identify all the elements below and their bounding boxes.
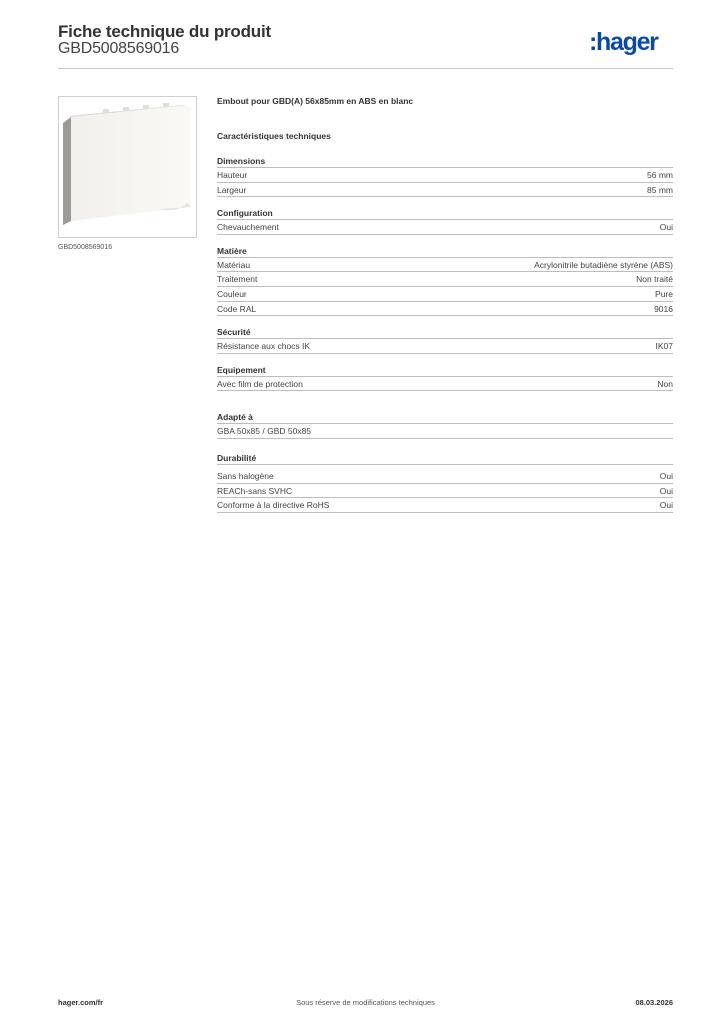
section-title: Equipement <box>217 363 673 377</box>
spec-row <box>217 287 673 302</box>
spec-value: 9016 <box>654 303 673 314</box>
spec-value: Oui <box>659 500 673 511</box>
spec-value: IK07 <box>655 341 673 352</box>
section-title: Configuration <box>217 206 673 220</box>
footer-date: 08.03.2026 <box>635 998 673 1007</box>
spec-value: Oui <box>659 470 673 481</box>
spec-row <box>217 339 673 354</box>
spec-row <box>217 272 673 287</box>
document-title: Fiche technique du produit <box>58 22 271 41</box>
header-divider <box>58 68 673 69</box>
spec-label: Largeur <box>217 184 247 195</box>
hager-logo-mark <box>589 28 673 58</box>
spec-label: Traitement <box>217 274 258 285</box>
spec-row <box>217 220 673 235</box>
spec-row <box>217 469 673 484</box>
section-title: Matière <box>217 244 673 258</box>
section-title: Durabilité <box>217 451 673 465</box>
section-material <box>217 244 673 316</box>
section-title: Dimensions <box>217 154 673 168</box>
spec-row <box>217 424 673 439</box>
section-equipment <box>217 363 673 392</box>
section-compatible-with <box>217 410 673 439</box>
footer-website-link[interactable]: hager.com/fr <box>58 998 104 1007</box>
spec-label: Avec film de protection <box>217 378 303 389</box>
product-description: Embout pour GBD(A) 56x85mm en ABS en blanc <box>217 96 414 106</box>
spec-row <box>217 377 673 392</box>
product-specifications <box>217 96 673 513</box>
spec-row <box>217 484 673 499</box>
section-title: Adapté à <box>217 410 673 424</box>
spec-value: Non <box>657 378 673 389</box>
product-reference: GBD5008569016 <box>58 40 180 57</box>
spec-row <box>217 183 673 198</box>
spec-label: Chevauchement <box>217 222 279 233</box>
spec-row <box>217 168 673 183</box>
spec-label: Code RAL <box>217 303 257 314</box>
spec-row <box>217 498 673 513</box>
spec-label: Sans halogène <box>217 470 274 481</box>
spec-label: Couleur <box>217 288 247 299</box>
spec-value: Acrylonitrile butadiène styrène (ABS) <box>534 259 673 270</box>
footer-disclaimer: Sous réserve de modifications techniques <box>296 998 435 1007</box>
tech-characteristics-heading: Caractéristiques techniques <box>217 131 331 141</box>
spec-value: 56 mm <box>647 170 673 180</box>
image-caption: GBD5008569016 <box>58 244 113 251</box>
spec-label: Hauteur <box>217 170 248 180</box>
page-header <box>58 20 673 70</box>
section-title: Sécurité <box>217 325 673 339</box>
spec-label: GBA 50x85 / GBD 50x85 <box>217 426 312 437</box>
spec-row <box>217 258 673 273</box>
section-dimensions <box>217 154 673 197</box>
spec-row <box>217 302 673 317</box>
product-end-cap-image <box>59 97 196 237</box>
section-safety <box>217 325 673 354</box>
spec-value: Oui <box>659 222 673 233</box>
hager-logo-text: :hager <box>589 28 658 56</box>
section-configuration <box>217 206 673 235</box>
section-sustainability <box>217 451 673 513</box>
spec-label: REACh-sans SVHC <box>217 485 293 496</box>
spec-label: Matériau <box>217 259 251 270</box>
spec-label: Conforme à la directive RoHS <box>217 500 330 511</box>
product-image <box>58 96 197 238</box>
spec-value: Pure <box>655 288 673 299</box>
spec-value: Oui <box>659 485 673 496</box>
spec-label: Résistance aux chocs IK <box>217 341 311 352</box>
spec-value: 85 mm <box>647 184 673 195</box>
hager-logo <box>589 28 673 58</box>
spec-value: Non traité <box>636 274 673 285</box>
